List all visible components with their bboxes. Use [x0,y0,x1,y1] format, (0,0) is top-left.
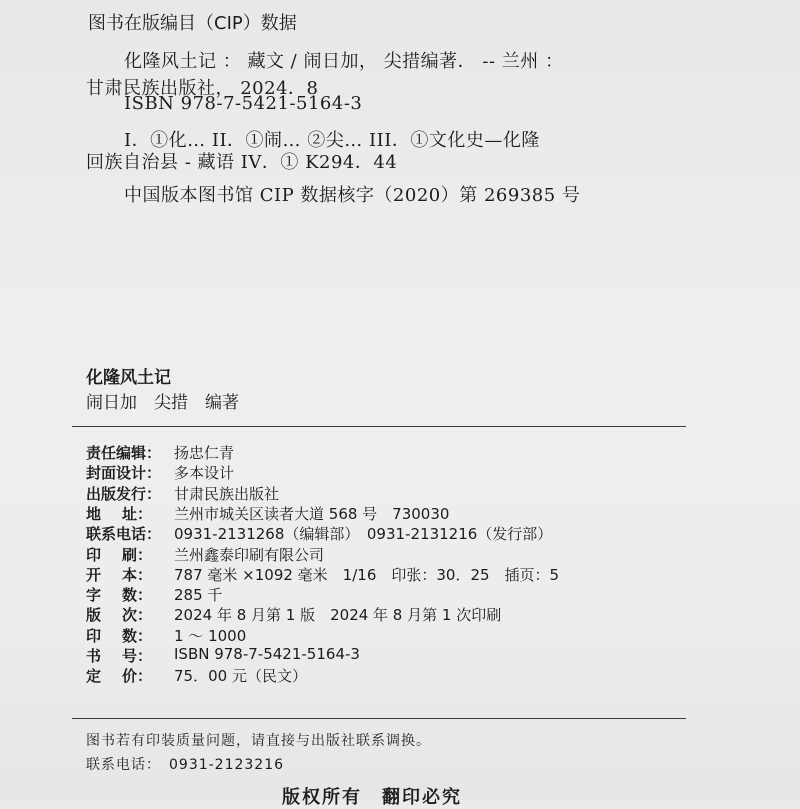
info-value: 75．00 元（民文） [174,667,307,686]
info-value: 兰州鑫泰印刷有限公司 [174,545,325,564]
info-value: ISBN 978-7-5421-5164-3 [174,645,360,663]
divider-line [72,426,686,427]
info-label-char: 刷： [121,545,152,564]
info-label-char: 书 [86,647,102,665]
info-label-char: 数： [121,626,152,645]
info-value: 285 千 [174,586,223,605]
info-label [86,645,152,666]
quality-notice: 图书若有印装质量问题，请直接与出版社联系调换。 [86,733,431,749]
info-label [86,584,152,605]
info-label: 封面设计： [86,464,162,483]
info-value: 787 毫米 ×1092 毫米 1/16 印张：30．25 插页：5 [174,565,560,584]
info-label: 出版发行： [86,484,162,503]
cip-subject-line: I．①化… II．①闹… ②尖… III．①文化史—化隆 [124,130,540,151]
info-label-char: 数： [121,586,152,605]
info-label [86,544,152,565]
divider-line [72,718,686,719]
info-label [86,665,152,686]
info-label-char: 价： [121,667,152,686]
cip-subject-line: 回族自治县 - 藏语 IV．① K294．44 [86,152,398,173]
info-value: 扬忠仁青 [174,444,235,462]
info-label-char: 址： [121,504,152,523]
info-label-char: 字 [86,586,102,605]
info-value: 1 ～ 1000 [174,626,247,645]
info-label-char: 印 [86,545,102,564]
copyright-notice: 版权所有 翻印必究 [282,787,462,808]
contact-phone: 联系电话： 0931-2123216 [86,757,285,773]
cip-record-line: 甘肃民族出版社， 2024．8 [86,78,319,99]
info-label: 联系电话： [86,525,162,544]
info-label-char: 地 [86,504,102,523]
info-label: 责任编辑： [86,444,162,462]
info-value: 0931-2131268（编辑部） 0931-2131216（发行部） [174,525,553,544]
info-value: 2024 年 8 月第 1 版 2024 年 8 月第 1 次印刷 [174,606,502,625]
info-label [86,503,152,524]
book-authors: 闹日加 尖措 编著 [86,393,239,413]
info-label-char: 版 [86,606,102,625]
info-label-char: 定 [86,667,102,686]
cip-heading: 图书在版编目（CIP）数据 [88,13,297,34]
cip-verification-line: 中国版本图书馆 CIP 数据核字（2020）第 269385 号 [124,185,581,206]
info-label-char: 次： [121,606,152,625]
info-label-char: 本： [121,565,152,584]
info-label [86,604,152,625]
info-value: 兰州市城关区读者大道 568 号 730030 [174,504,450,523]
info-value: 甘肃民族出版社 [174,484,280,503]
info-label [86,625,152,646]
info-value: 多本设计 [174,464,235,483]
info-label-char: 印 [86,626,102,645]
info-label-char: 号： [121,647,152,665]
book-title: 化隆风土记 [86,368,171,388]
info-label [86,564,152,585]
cip-record-line: 化隆风土记 ： 藏文 / 闹日加， 尖措编著． -- 兰州 ： [124,51,564,72]
info-label-char: 开 [86,565,102,584]
cip-isbn-line: ISBN 978-7-5421-5164-3 [124,93,363,114]
